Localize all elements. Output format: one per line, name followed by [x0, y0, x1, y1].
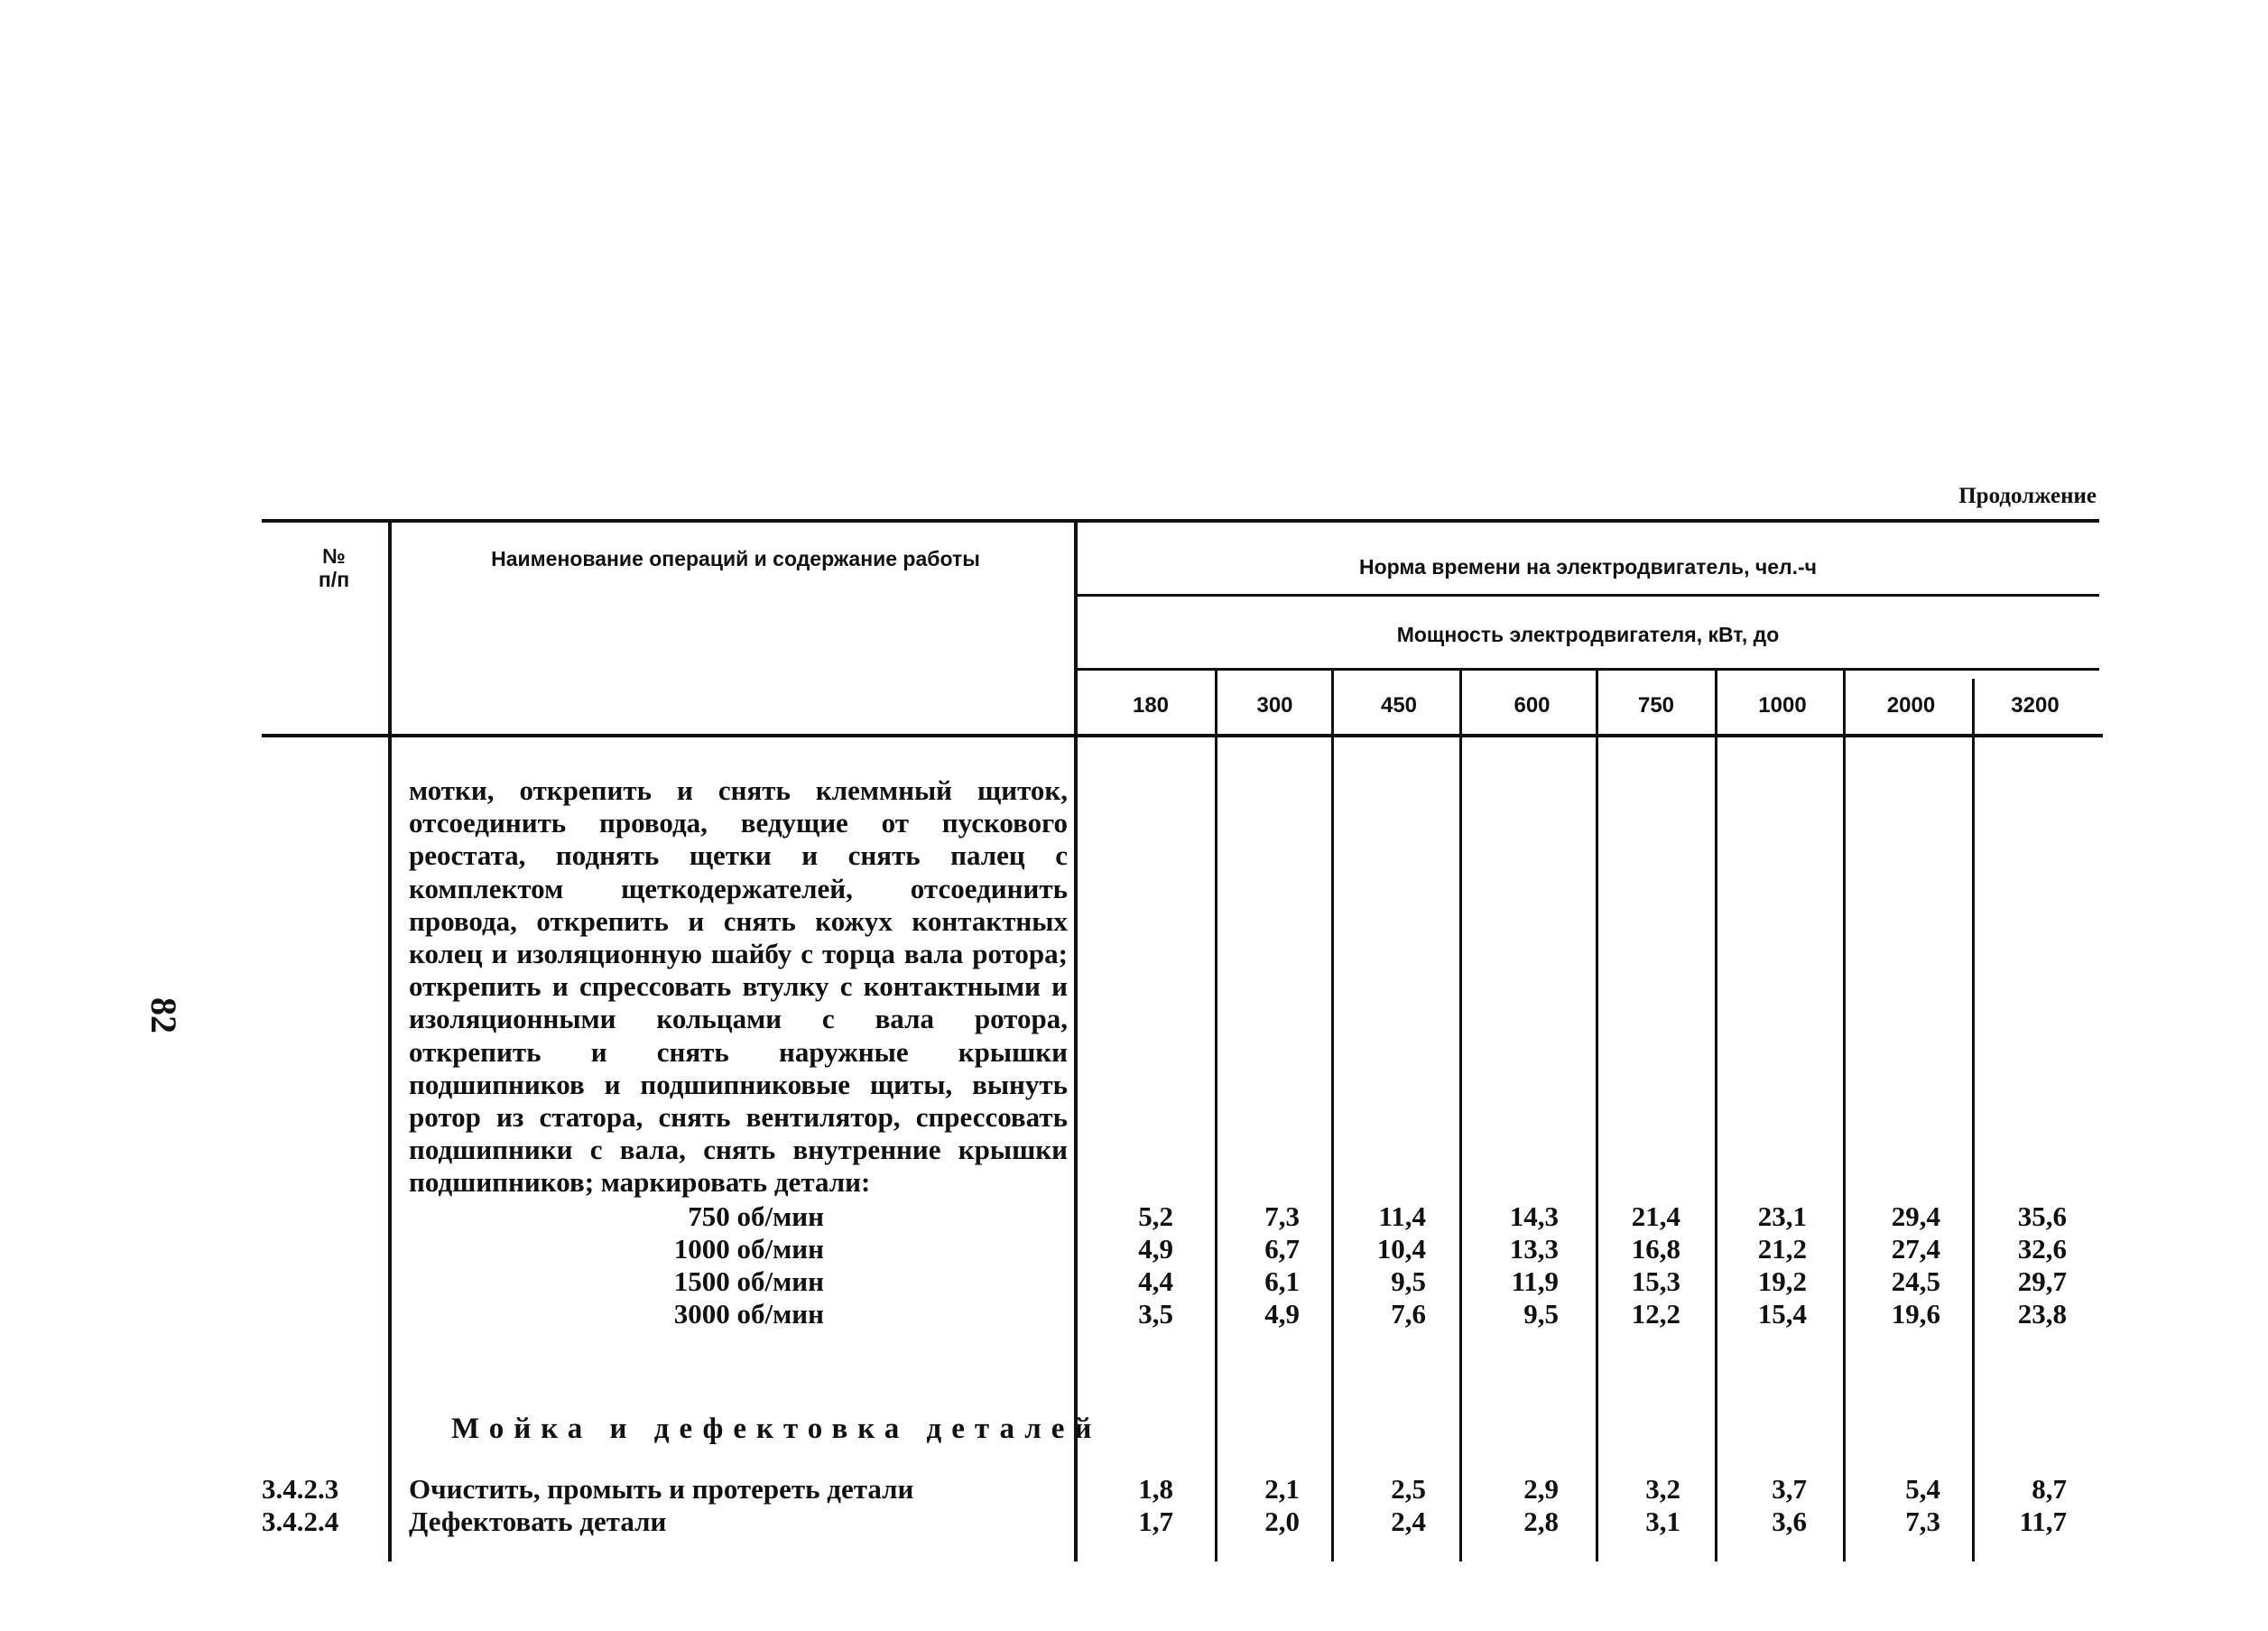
col-rule-1000: [1715, 670, 1717, 1561]
operation-row-value-750: 3,1: [1645, 1506, 1680, 1537]
power-col-300: 300: [1256, 693, 1293, 718]
speed-row-value-1000: 21,2: [1757, 1233, 1807, 1265]
operation-row-value-180: 1,7: [1138, 1506, 1173, 1537]
speed-row-value-180: 3,5: [1138, 1298, 1173, 1330]
speed-row-value-3200: 29,7: [2017, 1265, 2067, 1297]
operation-row-value-3200: 11,7: [2019, 1506, 2067, 1537]
continuation-label: Продолжение: [1958, 484, 2097, 508]
operation-row-value-300: 2,1: [1264, 1473, 1300, 1505]
power-col-750: 750: [1637, 693, 1675, 718]
speed-row-value-450: 10,4: [1376, 1233, 1426, 1265]
speed-row-value-600: 14,3: [1509, 1200, 1559, 1232]
power-col-3200: 3200: [2011, 693, 2060, 718]
operation-number: 3.4.2.3: [262, 1473, 339, 1505]
speed-row-value-180: 4,4: [1138, 1265, 1173, 1297]
page-number: 82: [143, 997, 184, 1033]
speed-row-value-750: 16,8: [1631, 1233, 1680, 1265]
power-col-2000: 2000: [1886, 693, 1936, 718]
col-rule-op: [1074, 519, 1078, 1561]
speed-label-1000: 1000 об/мин: [673, 1233, 824, 1265]
header-norm-label: Норма времени на электродвигатель, чел.-ч: [1358, 555, 1818, 579]
operation-row-value-1000: 3,6: [1772, 1506, 1807, 1537]
operation-row-value-600: 2,8: [1523, 1506, 1559, 1537]
operation-row-value-1000: 3,7: [1772, 1473, 1807, 1505]
speed-label-750: 750 об/мин: [688, 1200, 824, 1232]
speed-row-value-750: 12,2: [1631, 1298, 1680, 1330]
table-top-rule: [262, 519, 2099, 523]
speed-row-value-300: 4,9: [1264, 1298, 1300, 1330]
norm-header-rule: [1077, 594, 2099, 597]
col-rule-2000: [1843, 670, 1846, 1561]
speed-row-value-450: 11,4: [1378, 1200, 1426, 1232]
speed-row-value-3200: 23,8: [2017, 1298, 2067, 1330]
header-num-label: № п/п: [318, 544, 350, 591]
operation-row-value-600: 2,9: [1523, 1473, 1559, 1505]
operation-row-value-450: 2,5: [1391, 1473, 1426, 1505]
operation-row-value-2000: 5,4: [1905, 1473, 1940, 1505]
header-power-label: Мощность электродвигателя, кВт, до: [1396, 623, 1780, 646]
speed-row-value-180: 4,9: [1138, 1233, 1173, 1265]
col-rule-3200: [1972, 679, 1975, 1561]
header-operation-label: Наименование операций и содержание работы: [491, 547, 980, 570]
speed-row-value-3200: 32,6: [2017, 1233, 2067, 1265]
operation-name: Очистить, промыть и протереть детали: [409, 1473, 914, 1505]
operation-row-value-300: 2,0: [1264, 1506, 1300, 1537]
operation-description: мотки, открепить и снять клеммный щиток, отсоединить провода, ведущие от пускового реостата, поднять щетки и снять палец с комплектом щеткодержателей, отсоединить провода, открепить и снять кожух контактных колец и изоляционную шайбу с торца вала ротора; открепить и спрессовать втулку с контактными и изоляционными кольцами с вала ротора, открепить и снять наружные крышки подшипников и подшипниковые щиты, вынуть ротор из статора, снять вентилятор, спрессовать подшипники с вала, снять внутренние крышки подшипников; маркировать детали:: [409, 774, 1068, 1199]
header-bottom-rule: [262, 734, 2103, 737]
operation-name: Дефектовать детали: [409, 1506, 667, 1537]
speed-row-value-3200: 35,6: [2017, 1200, 2067, 1232]
col-rule-num: [388, 519, 392, 1561]
speed-row-value-180: 5,2: [1138, 1200, 1173, 1232]
speed-row-value-1000: 19,2: [1757, 1265, 1807, 1297]
speed-row-value-300: 6,1: [1264, 1265, 1300, 1297]
speed-row-value-1000: 23,1: [1757, 1200, 1807, 1232]
operation-row-value-3200: 8,7: [2032, 1473, 2067, 1505]
operation-row-value-180: 1,8: [1138, 1473, 1173, 1505]
speed-label-3000: 3000 об/мин: [673, 1298, 824, 1330]
speed-row-value-2000: 24,5: [1891, 1265, 1940, 1297]
col-rule-450: [1331, 670, 1334, 1561]
col-rule-600: [1459, 670, 1462, 1561]
speed-row-value-300: 7,3: [1264, 1200, 1300, 1232]
speed-row-value-450: 7,6: [1391, 1298, 1426, 1330]
speed-row-value-450: 9,5: [1391, 1265, 1426, 1297]
power-col-450: 450: [1380, 693, 1418, 718]
power-col-1000: 1000: [1758, 693, 1807, 718]
power-header-rule: [1077, 668, 2099, 671]
col-rule-750: [1596, 670, 1598, 1561]
col-rule-300: [1215, 670, 1217, 1561]
operation-row-value-750: 3,2: [1645, 1473, 1680, 1505]
speed-row-value-600: 13,3: [1509, 1233, 1559, 1265]
speed-row-value-2000: 19,6: [1891, 1298, 1940, 1330]
speed-row-value-2000: 27,4: [1891, 1233, 1940, 1265]
operation-row-value-2000: 7,3: [1905, 1506, 1940, 1537]
speed-row-value-750: 15,3: [1631, 1265, 1680, 1297]
speed-label-1500: 1500 об/мин: [673, 1265, 824, 1297]
speed-row-value-600: 11,9: [1511, 1265, 1559, 1297]
speed-row-value-300: 6,7: [1264, 1233, 1300, 1265]
speed-row-value-600: 9,5: [1523, 1298, 1559, 1330]
speed-row-value-1000: 15,4: [1757, 1298, 1807, 1330]
operation-row-value-450: 2,4: [1391, 1506, 1426, 1537]
operation-number: 3.4.2.4: [262, 1506, 339, 1537]
speed-row-value-750: 21,4: [1631, 1200, 1680, 1232]
power-col-180: 180: [1132, 693, 1170, 718]
section-title: Мойка и дефектовка деталей: [451, 1413, 1102, 1445]
speed-row-value-2000: 29,4: [1891, 1200, 1940, 1232]
power-col-600: 600: [1514, 693, 1551, 718]
